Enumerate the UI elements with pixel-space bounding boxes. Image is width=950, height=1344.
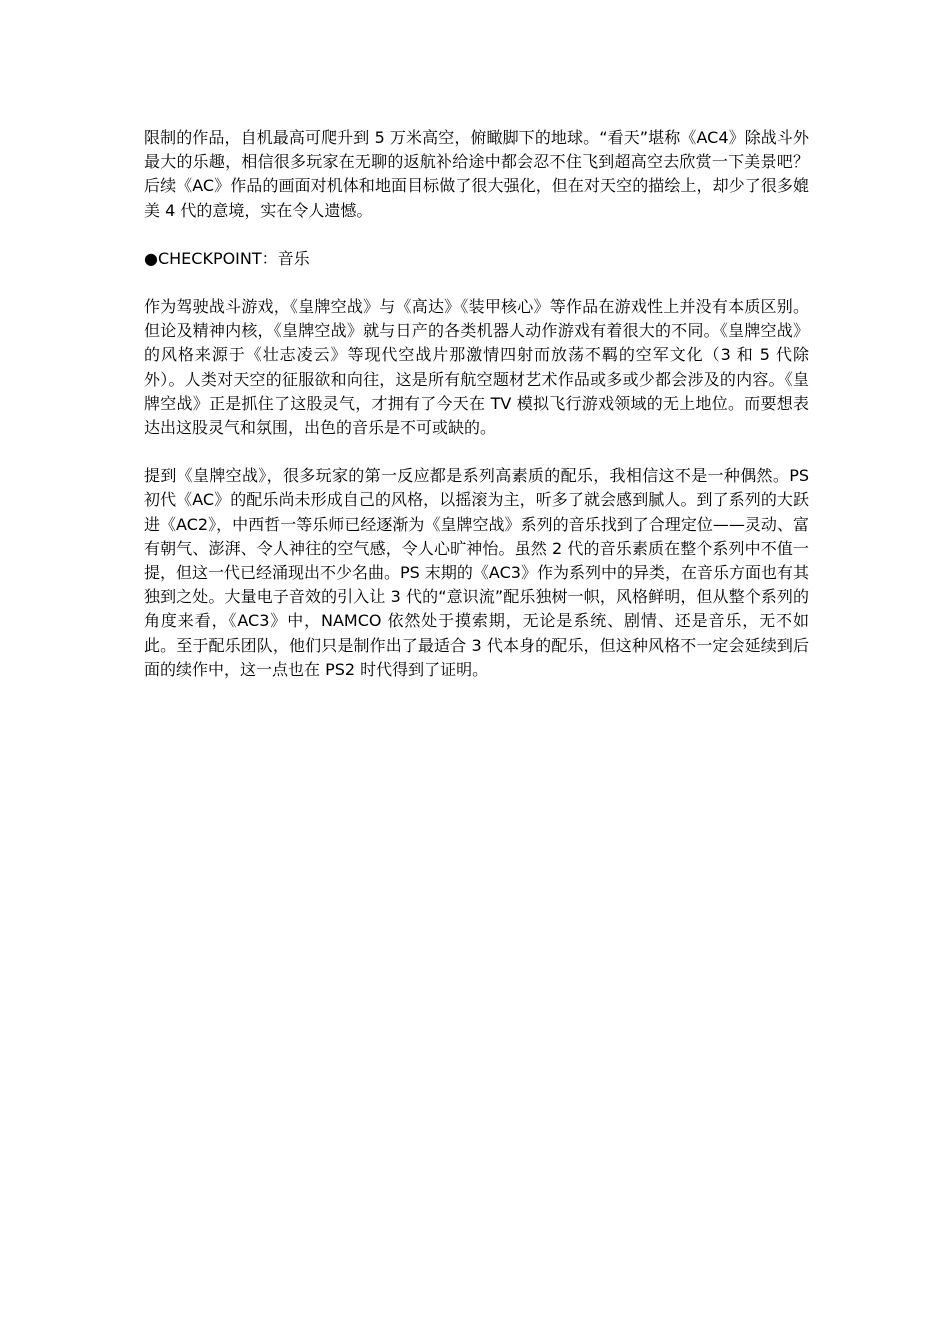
- article-body: [144, 126, 809, 706]
- section-heading-music: ●CHECKPOINT：音乐: [144, 248, 310, 268]
- paragraph-sky-view: 限制的作品，自机最高可爬升到 5 万米高空，俯瞰脚下的地球。“看天”堪称《AC4》除战斗外最大的乐趣，相信很多玩家在无聊的返航补给途中都会忍不住飞到超高空去欣赏一下美景吧？后续《AC》作品的画面对机体和地面目标做了很大强化，但在对天空的描绘上，却少了很多媲美 4 代的意境，实在令人遗憾。: [144, 128, 809, 220]
- paragraph-music-history: 提到《皇牌空战》，很多玩家的第一反应都是系列高素质的配乐，我相信这不是一种偶然。PS 初代《AC》的配乐尚未形成自己的风格，以摇滚为主，听多了就会感到腻人。到了系列的大跃进《AC2》，中西哲一等乐师已经逐渐为《皇牌空战》系列的音乐找到了合理定位——灵动、富有朝气、澎湃、令人神往的空气感，令人心旷神怡。虽然 2 代的音乐素质在整个系列中不值一提，但这一代已经涌现出不少名曲。PS 末期的《AC3》作为系列中的异类，在音乐方面也有其独到之处。大量电子音效的引入让 3 代的“意识流”配乐独树一帜，风格鲜明，但从整个系列的角度来看，《AC3》中，NAMCO 依然处于摸索期，无论是系统、剧情、还是音乐，无不如此。至于配乐团队，他们只是制作出了最适合 3 代本身的配乐，但这种风格不一定会延续到后面的续作中，这一点也在 PS2 时代得到了证明。: [144, 466, 809, 679]
- paragraph-music-intro: 作为驾驶战斗游戏，《皇牌空战》与《高达》《装甲核心》等作品在游戏性上并没有本质区别。但论及精神内核，《皇牌空战》就与日产的各类机器人动作游戏有着很大的不同。《皇牌空战》的风格来源于《壮志凌云》等现代空战片那激情四射而放荡不羁的空军文化（3 和 5 代除外）。人类对天空的征服欲和向往，这是所有航空题材艺术作品或多或少都会涉及的内容。《皇牌空战》正是抓住了这股灵气，才拥有了今天在 TV 模拟飞行游戏领域的无上地位。而要想表达出这股灵气和氛围，出色的音乐是不可或缺的。: [144, 297, 809, 438]
